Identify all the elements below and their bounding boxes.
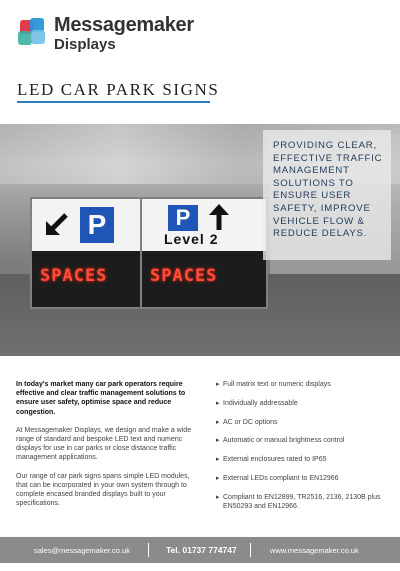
hero-image (0, 124, 400, 356)
footer-email-link[interactable]: sales@messagemaker.co.uk (34, 546, 130, 555)
features-column (216, 380, 392, 521)
logo-mark-icon (18, 18, 48, 48)
list-item: ▸ Full matrix text or numeric displays (216, 380, 392, 389)
brand-subname: Displays (54, 36, 116, 53)
led-spaces-text: SPACES (40, 266, 108, 286)
led-spaces-text: SPACES (150, 266, 218, 286)
arrow-up-icon (208, 203, 230, 231)
title-underline (17, 101, 210, 103)
callout-box (263, 130, 391, 260)
page-title: LED CAR PARK SIGNS (17, 80, 220, 99)
footer-divider (250, 543, 251, 557)
parking-sign-right (140, 197, 268, 309)
lead-paragraph: In today's market many car park operators require effective and clear traffic management solutions to ensure user safety, optimise space and reduce congestion. (16, 381, 186, 416)
feature-list (216, 380, 392, 511)
footer-bar (0, 537, 400, 563)
footer-divider (148, 543, 149, 557)
intro-column (16, 380, 192, 508)
list-item: ▸ Automatic or manual brightness control (216, 436, 392, 445)
callout-text: PROVIDING CLEAR, EFFECTIVE TRAFFIC MANAGEMENT SOLUTIONS TO ENSURE USER SAFETY, IMPROVE VEHICLE FLOW & REDUCE DELAYS. (273, 140, 383, 240)
arrow-down-left-icon (42, 211, 70, 239)
list-item: ▸ AC or DC options (216, 418, 392, 427)
body-paragraph: At Messagemaker Displays, we design and make a wide range of standard and bespoke LED text and numeric displays for use in car parks or close distance traffic management applications. (16, 426, 192, 462)
list-item: ▸ External LEDs compliant to EN12966 (216, 474, 392, 483)
list-item: ▸ Individually addressable (216, 399, 392, 408)
parking-p-icon: P (80, 207, 114, 243)
brand-name: Messagemaker (54, 14, 194, 36)
parking-p-icon: P (168, 205, 198, 231)
list-item: ▸ Compliant to EN12899, TR2516, 2136, 2130B plus EN50293 and EN12966. (216, 493, 392, 511)
level-label: Level 2 (164, 231, 219, 247)
footer-phone[interactable]: Tel. 01737 774747 (166, 545, 237, 555)
body-paragraph: Our range of car park signs spans simple LED modules, that can be incorporated in your own system through to complete encased branded displays built to your specifications. (16, 472, 190, 508)
list-item: ▸ External enclosures rated to IP65 (216, 455, 392, 464)
parking-sign-left (30, 197, 158, 309)
footer-website-link[interactable]: www.messagemaker.co.uk (270, 546, 359, 555)
brand-logo (18, 12, 218, 52)
